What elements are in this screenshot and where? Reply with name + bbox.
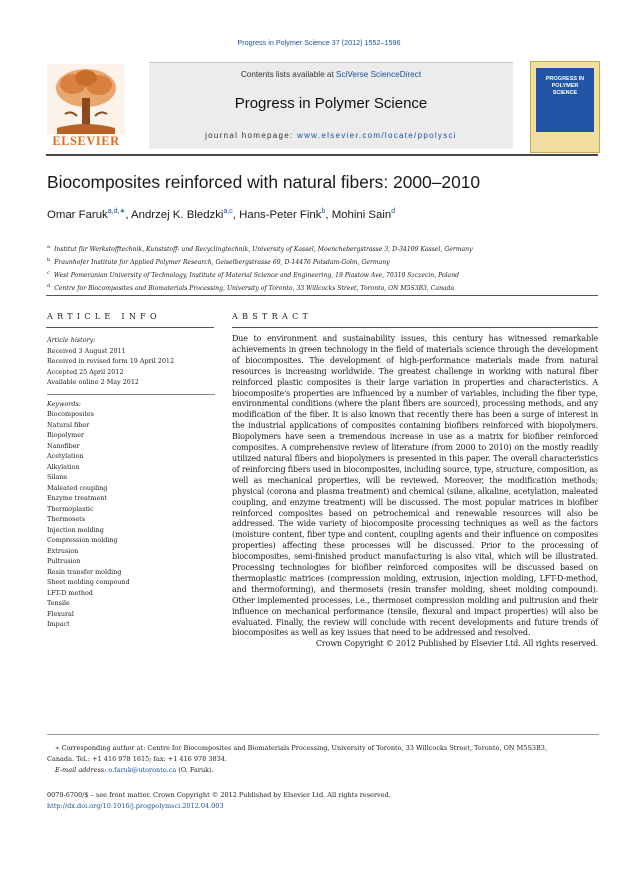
affiliation-text: Centre for Biocomposites and Biomaterials Processing, University of Toronto, 33 Willcocks Street, Toronto, ON M5S3B3, Canada: [54, 285, 455, 293]
keyword-item[interactable]: Impact: [47, 620, 70, 628]
affiliation-text: West Pomeranian University of Technology, Institute of Material Science and Engineering, 19 Piastow Ave, 70310 Szczecin, Poland: [53, 272, 460, 280]
email-label: E-mail address:: [55, 766, 107, 775]
author-affiliation-mark[interactable]: d: [391, 208, 396, 215]
affiliation-line: [47, 255, 599, 268]
keyword-item[interactable]: Resin transfer molding: [47, 567, 122, 576]
keyword-item[interactable]: Injection molding: [47, 525, 104, 534]
keyword-item[interactable]: Tensile: [47, 599, 70, 607]
contents-prefix: Contents lists available at: [240, 70, 337, 79]
history-item: Available online 2 May 2012: [47, 378, 139, 386]
abstract-body: [232, 334, 598, 650]
keyword-item[interactable]: Natural fiber: [47, 420, 90, 429]
front-matter: [47, 790, 599, 812]
affiliations: [47, 242, 599, 294]
journal-homepage-link[interactable]: www.elsevier.com/locate/ppolysci: [297, 131, 457, 140]
keyword-item[interactable]: Extrusion: [47, 546, 79, 555]
keywords-label: Keywords:: [47, 399, 81, 408]
keyword-item[interactable]: Alkylation: [47, 462, 80, 471]
author-separator: ,: [125, 208, 132, 221]
keyword-item[interactable]: Biopolymer: [47, 431, 85, 439]
keyword-item[interactable]: Thermoplastic: [47, 504, 94, 513]
affiliation-mark: d: [47, 283, 51, 290]
author-name[interactable]: Hans-Peter Fink: [239, 208, 322, 221]
footnote-contact-line: Canada. Tel.: +1 416 978 1615; fax: +1 416 978 3834.: [47, 755, 227, 764]
cover-title: PROGRESS IN POLYMER SCIENCE: [545, 76, 585, 96]
paper-title: Biocomposites reinforced with natural fibers: 2000–2010: [47, 172, 481, 192]
keyword-item[interactable]: Thermosets: [47, 515, 86, 523]
sciencedirect-link[interactable]: SciVerse ScienceDirect: [336, 70, 422, 79]
affiliation-text: Fraunhofer Institute for Applied Polymer Research, Geiselbergstrasse 69, D-14476 Potsdam-Golm, Germany: [54, 259, 390, 267]
journal-citation[interactable]: Progress in Polymer Science 37 (2012) 1552–1596: [237, 38, 401, 47]
journal-cover-thumbnail[interactable]: [530, 61, 600, 153]
keyword-item[interactable]: Sheet molding compound: [47, 578, 130, 586]
author-name[interactable]: Omar Faruk: [47, 208, 108, 221]
history-item: Received 3 August 2011: [47, 346, 126, 355]
doi-link[interactable]: http://dx.doi.org/10.1016/j.progpolymsci.2012.04.003: [47, 802, 224, 810]
abstract-divider: [232, 327, 598, 328]
author-separator: ,: [325, 208, 332, 221]
keyword-item[interactable]: LFT-D method: [47, 588, 93, 597]
email-suffix: (O. Faruk).: [176, 766, 214, 775]
corresponding-author-footnote: [47, 743, 599, 777]
keyword-item[interactable]: Pultrusion: [47, 557, 81, 565]
affiliations-divider: [46, 295, 598, 296]
footnote-email-line: [47, 765, 599, 776]
affiliation-mark: a: [47, 244, 50, 250]
article-info-divider: [46, 327, 214, 328]
elsevier-wordmark: ELSEVIER: [52, 134, 120, 148]
footnote-divider: [47, 734, 599, 735]
affiliation-mark: c: [47, 270, 50, 277]
header-divider: [46, 154, 598, 156]
article-info-column: [47, 335, 217, 630]
abstract-paragraph: Due to environment and sustainability issues, this century has witnessed remarkable achievements in green technology in the field of materials science through the development of biocomposites. The development of high-performance materials made from natural resources is increasing worldwide. The greatest challenge in working with natural fiber reinforced plastic composites is their large variation in properties and characteristics. A biocomposite's properties are influenced by a number of variables, including the fiber type, environmental conditions (where the plant fibers are sourced), processing methods, and any modification of the fiber. It is also known that recently there has been a surge of interest in the industrial applications of composites containing biofibers reinforced with biopolymers. Biopolymers have seen a tremendous increase in use as a matrix for biofiber reinforced composites. A comprehensive review of literature (from 2000 to 2010) on the mostly readily utilized natural fibers and biopolymers is presented in this paper. The overall characteristics of reinforcing fibers used in biocomposites, including source, type, structure, composition, as well as mechanical properties, will be reviewed. Moreover, the modification methods; physical (corona and plasma treatment) and chemical (silane, alkaline, acetylation, maleated coupling, and enzyme treatment) will be discussed. The most popular matrices in biofiber reinforced composites based on petrochemical and renewable resources will also be addressed. The wide variety of biocomposite processing techniques as well as the factors (moisture content, fiber type and content, coupling agents and their influence on composites properties) affecting these processes will be discussed. Prior to the processing of biocomposites, semi-finished product manufacturing is also vital, which will be illustrated. Processing technologies for biofiber reinforced composites will be discussed based on thermoplastic matrices (compression molding, extrusion, injection molding, LFT-D-method, and thermoforming), and thermosets (resin transfer molding, sheet molding compound). Other implemented processes, i.e., thermoset compression molding and pultrusion and their influence on mechanical performance (tensile, flexural and impact properties) will also be evaluated. Finally, the review will conclude with recent developments and future trends of biocomposites as well as key issues that need to be addressed and resolved.: [232, 334, 598, 638]
affiliation-line: [47, 242, 599, 255]
abstract-heading: ABSTRACT: [232, 312, 313, 321]
article-info-heading: ARTICLE INFO: [47, 312, 161, 321]
keyword-item[interactable]: Enzyme treatment: [47, 494, 107, 502]
keyword-item[interactable]: Acetylation: [47, 452, 84, 460]
journal-name: Progress in Polymer Science: [234, 95, 428, 112]
affiliation-line: [47, 268, 599, 281]
abstract-copyright: Crown Copyright © 2012 Published by Elsevier Ltd. All rights reserved.: [315, 639, 598, 649]
footnote-star-line: ∗ Corresponding author at: Centre for Biocomposites and Biomaterials Processing, University of Toronto, 33 Willcocks Street, Toronto, ON M5S3B3,: [55, 744, 548, 752]
history-list: [47, 346, 217, 388]
affiliation-mark: b: [47, 257, 51, 264]
affiliation-line: [47, 281, 599, 294]
keywords-list: [47, 409, 217, 630]
author-name[interactable]: Andrzej K. Bledzki: [131, 208, 224, 221]
author-separator: ,: [232, 208, 240, 221]
keyword-item[interactable]: Compression molding: [47, 536, 118, 544]
keyword-item[interactable]: Flexural: [47, 609, 74, 618]
contents-line: [149, 70, 513, 79]
authors-line: [47, 207, 395, 221]
keyword-item[interactable]: Nanofiber: [47, 441, 80, 450]
author-email-link[interactable]: o.faruk@utoronto.ca: [108, 766, 177, 775]
homepage-prefix: journal homepage:: [205, 131, 298, 140]
author-affiliation-mark[interactable]: a,d,∗: [107, 208, 126, 215]
homepage-line: [149, 131, 513, 140]
keyword-item[interactable]: Biocomposites: [47, 410, 94, 418]
issn-line: 0079-6700/$ – see front matter. Crown Copyright © 2012 Published by Elsevier Ltd. All rights reserved.: [47, 791, 391, 799]
history-item: Accepted 25 April 2012: [47, 367, 124, 376]
history-item: Received in revised form 19 April 2012: [47, 357, 175, 365]
keywords-divider: [47, 394, 215, 395]
author-name[interactable]: Mohini Sain: [331, 208, 392, 221]
keyword-item[interactable]: Maleated coupling: [47, 483, 108, 492]
author-affiliation-mark[interactable]: a,c: [223, 208, 233, 215]
author-affiliation-mark[interactable]: b: [321, 208, 326, 215]
history-label: Article history:: [47, 336, 96, 344]
affiliation-text: Institut für Werkstofftechnik, Kunststoff- und Recyclingtechnik, University of Kassel, Moenchebergstrasse 3, D-34109 Kassel, Germany: [53, 246, 473, 254]
keyword-item[interactable]: Silane: [47, 473, 68, 481]
